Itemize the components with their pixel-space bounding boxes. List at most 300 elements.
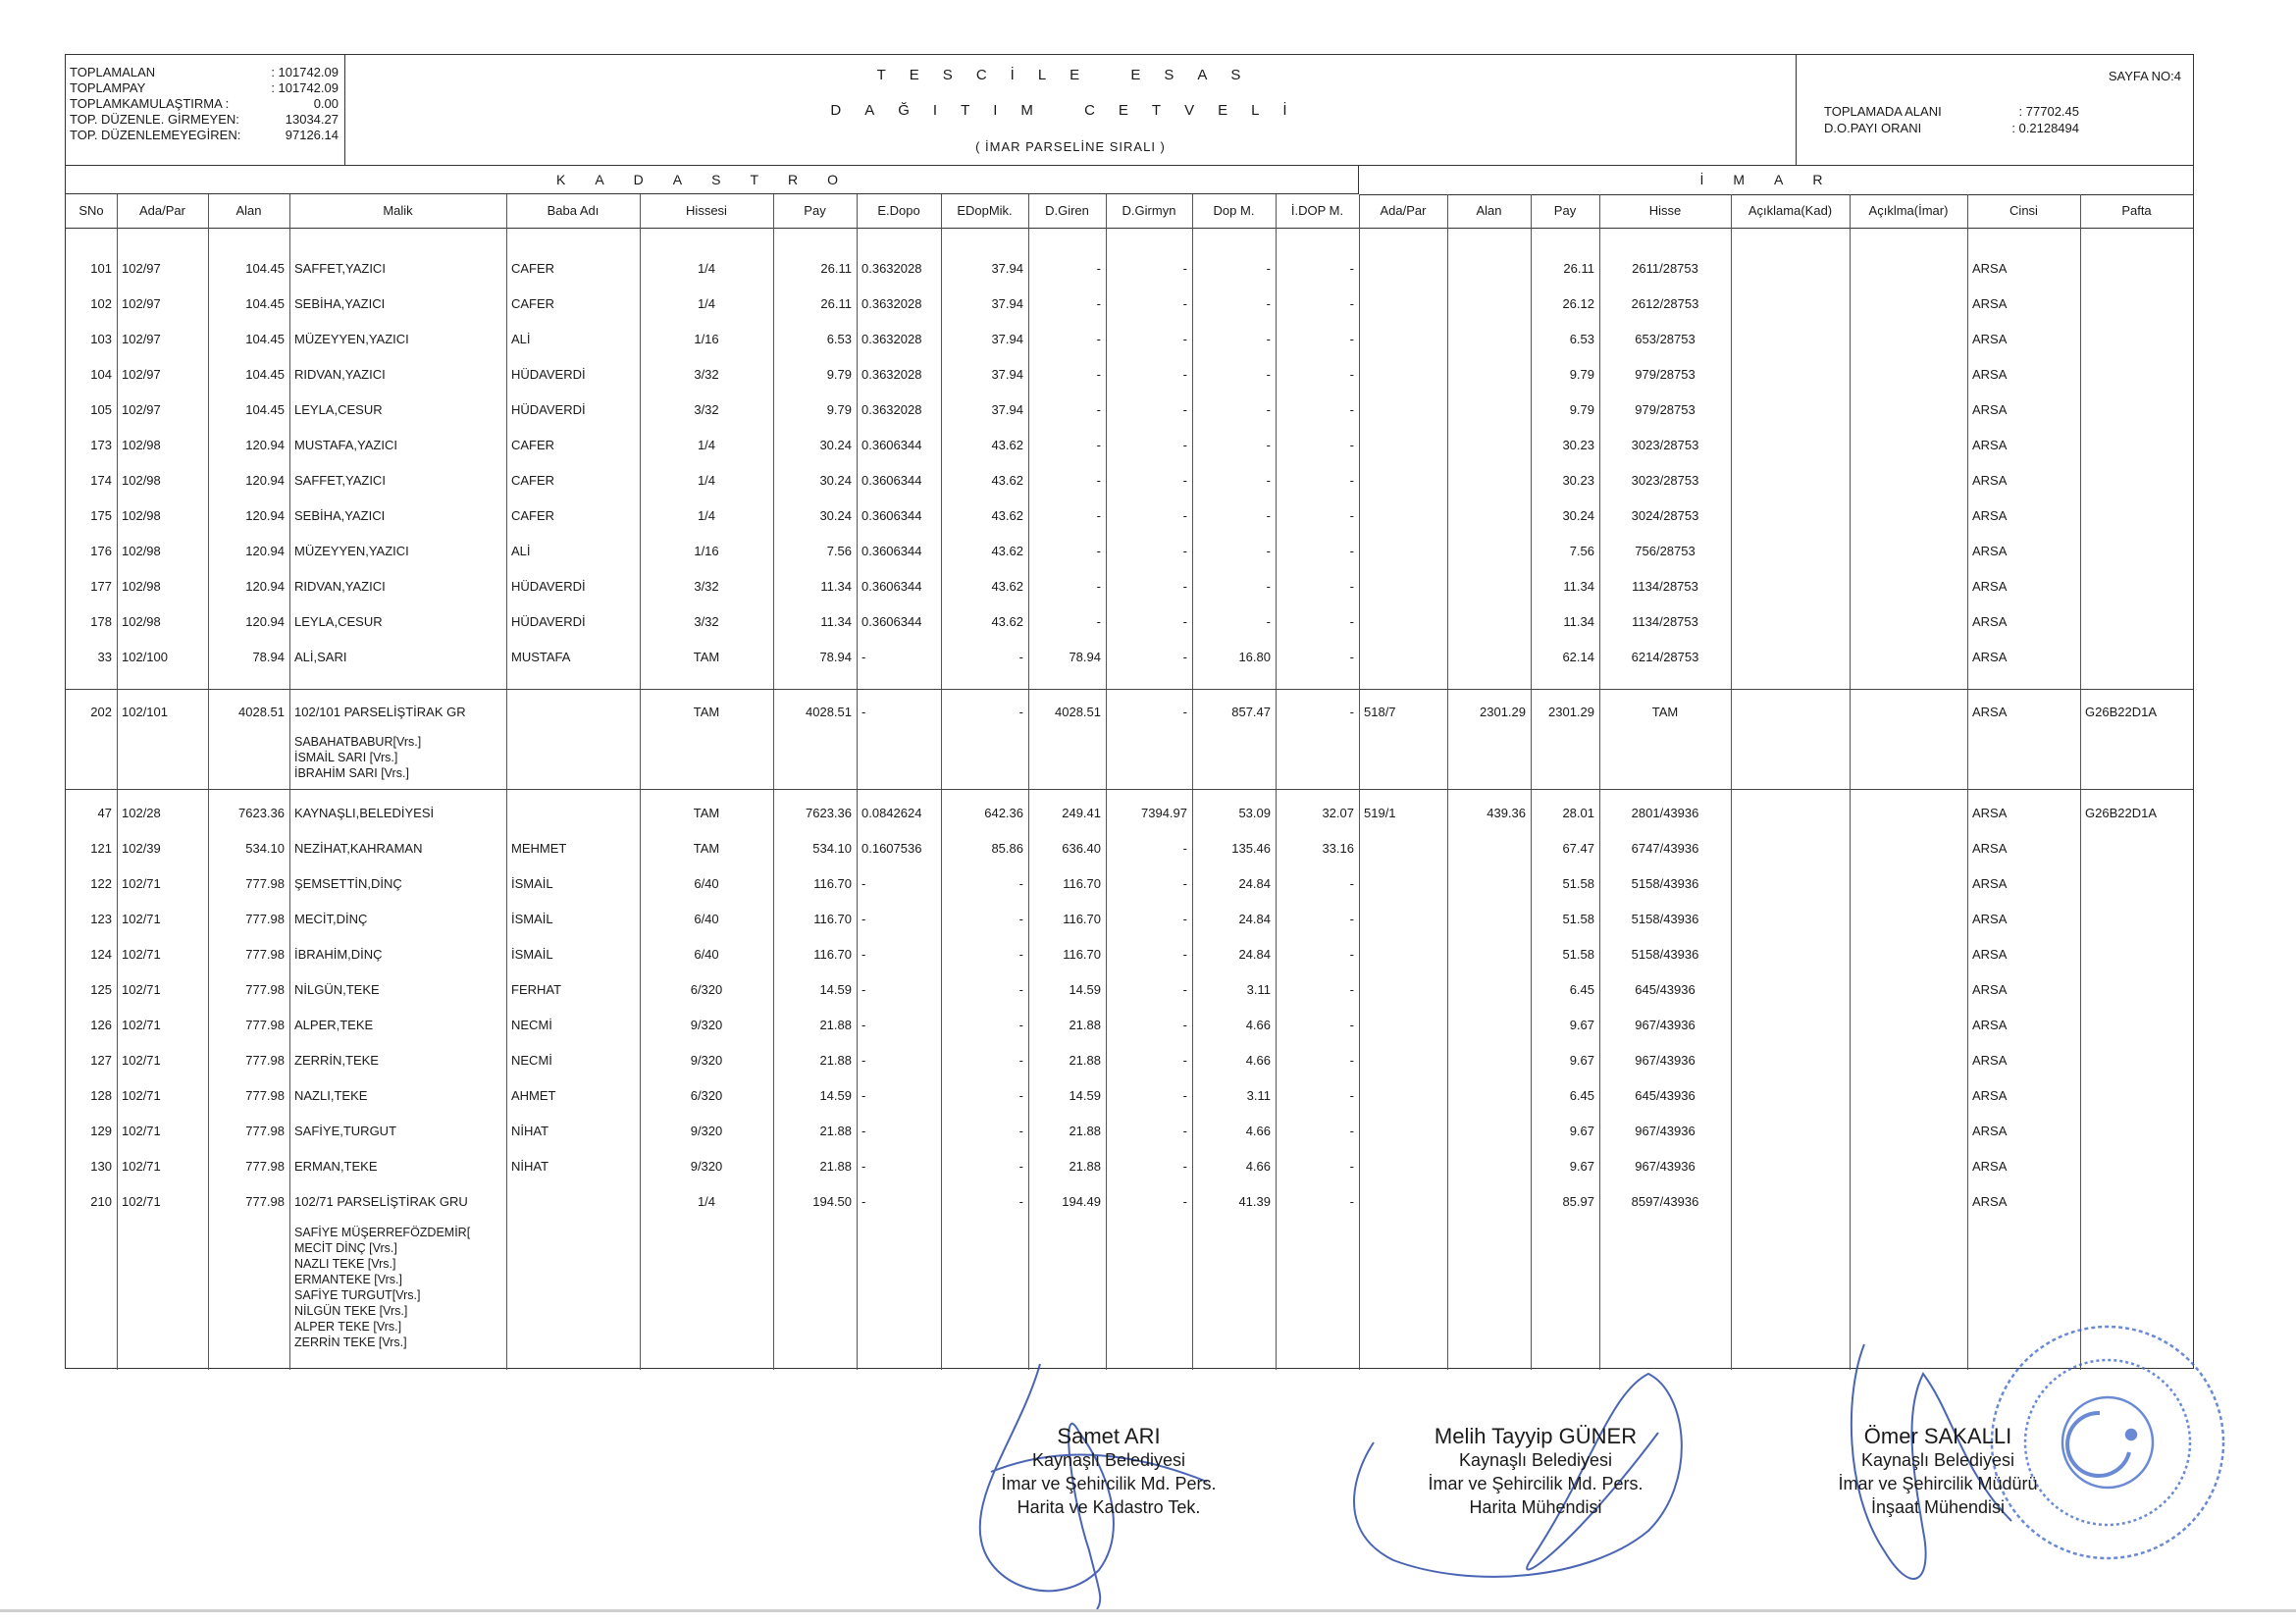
- cell-dop-m: 24.84: [1238, 947, 1271, 962]
- cell-d-giren: -: [1096, 614, 1101, 629]
- cell-sno: 177: [90, 579, 112, 594]
- cell-cinsi: ARSA: [1972, 402, 2008, 417]
- cell-cinsi: ARSA: [1972, 473, 2008, 488]
- cell-e-dopo: 0.3632028: [861, 332, 922, 346]
- cell-e-dopo: -: [861, 912, 866, 926]
- cell-d-girmyn: -: [1182, 1018, 1187, 1032]
- cell-hisse: 645/43936: [1635, 1088, 1696, 1103]
- cell-cinsi: ARSA: [1972, 1088, 2008, 1103]
- cell-ada-par: 102/71: [122, 912, 161, 926]
- cell-ada-par: 102/98: [122, 473, 161, 488]
- cell-pay: 9.79: [826, 367, 852, 382]
- cell-imar-pay: 85.97: [1562, 1194, 1594, 1209]
- table-row: [66, 1122, 2193, 1141]
- cell-d-giren: -: [1096, 579, 1101, 594]
- cell-baba-adi: HÜDAVERDİ: [511, 402, 586, 417]
- group-member: ERMANTEKE [Vrs.]: [294, 1273, 402, 1286]
- cell-imar-pay: 30.23: [1562, 473, 1594, 488]
- info-row: [1824, 121, 2079, 135]
- cell-pafta: G26B22D1A: [2085, 705, 2157, 719]
- cell-dop-m: -: [1266, 473, 1271, 488]
- cell-e-dopo: -: [861, 650, 866, 664]
- cell-malik: SEBİHA,YAZICI: [294, 296, 386, 311]
- cell-e-dopo: -: [861, 1018, 866, 1032]
- cell-hissesi: 1/4: [697, 1194, 716, 1209]
- cell-cinsi: ARSA: [1972, 332, 2008, 346]
- cell-hisse: 6747/43936: [1631, 841, 1699, 856]
- cell-cinsi: ARSA: [1972, 1053, 2008, 1068]
- group-member: İSMAİL SARI [Vrs.]: [294, 751, 398, 764]
- cell-malik: SAFFET,YAZICI: [294, 261, 386, 276]
- cell-malik: 102/101 PARSELİŞTİRAK GR: [294, 705, 466, 719]
- cell-malik: MÜZEYYEN,YAZICI: [294, 544, 409, 558]
- cell-baba-adi: CAFER: [511, 508, 555, 523]
- cell-e-dopo: 0.3606344: [861, 544, 922, 558]
- cell-cinsi: ARSA: [1972, 912, 2008, 926]
- cell-sno: 122: [90, 876, 112, 891]
- group-member: İBRAHİM SARI [Vrs.]: [294, 766, 409, 780]
- cell-cinsi: ARSA: [1972, 650, 2008, 664]
- cell-edopmik: 37.94: [991, 296, 1023, 311]
- cell-cinsi: ARSA: [1972, 876, 2008, 891]
- cell-hisse: 3023/28753: [1631, 473, 1699, 488]
- cell-hisse: TAM: [1651, 705, 1679, 719]
- cell-edopmik: 43.62: [991, 473, 1023, 488]
- cell-d-girmyn: -: [1182, 614, 1187, 629]
- cell-dop-m: -: [1266, 296, 1271, 311]
- cell-imar-pay: 7.56: [1569, 544, 1594, 558]
- cell-cinsi: ARSA: [1972, 367, 2008, 382]
- cell-malik: MECİT,DİNÇ: [294, 912, 368, 926]
- cell-baba-adi: MUSTAFA: [511, 650, 571, 664]
- cell-imar-pay: 67.47: [1562, 841, 1594, 856]
- cell-cinsi: ARSA: [1972, 1159, 2008, 1174]
- cell-i-dop-m: 33.16: [1322, 841, 1354, 856]
- cell-d-girmyn: 7394.97: [1141, 806, 1187, 820]
- cell-edopmik: 37.94: [991, 261, 1023, 276]
- signatory-line: İmar ve Şehircilik Müdürü: [1838, 1474, 2038, 1493]
- cell-hissesi: 1/4: [697, 261, 716, 276]
- cell-hisse: 6214/28753: [1631, 650, 1699, 664]
- cell-imar-pay: 30.24: [1562, 508, 1594, 523]
- cell-e-dopo: 0.3632028: [861, 367, 922, 382]
- table-row: [66, 945, 2193, 965]
- column-header-imar-alan: Alan: [1476, 203, 1502, 218]
- cell-d-girmyn: -: [1182, 579, 1187, 594]
- cell-ada-par: 102/71: [122, 1088, 161, 1103]
- cell-d-girmyn: -: [1182, 982, 1187, 997]
- cell-pay: 30.24: [819, 438, 852, 452]
- cell-dop-m: 4.66: [1245, 1124, 1271, 1138]
- table-row: [66, 804, 2193, 823]
- cell-alan: 777.98: [245, 1159, 285, 1174]
- signatory-line: Kaynaşlı Belediyesi: [1031, 1450, 1186, 1470]
- cell-i-dop-m: -: [1349, 544, 1354, 558]
- cell-e-dopo: 0.3632028: [861, 402, 922, 417]
- table-row: [66, 1192, 2193, 1212]
- cell-i-dop-m: -: [1349, 261, 1354, 276]
- cell-hissesi: 6/40: [694, 912, 719, 926]
- cell-malik: MUSTAFA,YAZICI: [294, 438, 397, 452]
- summary-row: [70, 65, 339, 80]
- cell-e-dopo: -: [861, 1194, 866, 1209]
- cell-alan: 4028.51: [238, 705, 285, 719]
- cell-d-girmyn: -: [1182, 876, 1187, 891]
- cell-ada-par: 102/98: [122, 438, 161, 452]
- cell-e-dopo: -: [861, 947, 866, 962]
- cell-dop-m: -: [1266, 579, 1271, 594]
- column-header-i-dop-m: İ.DOP M.: [1290, 203, 1344, 218]
- cell-d-giren: 14.59: [1069, 982, 1101, 997]
- group-divider: [66, 789, 2193, 790]
- cell-hissesi: TAM: [693, 650, 720, 664]
- cell-ada-par: 102/97: [122, 367, 161, 382]
- cell-edopmik: -: [1018, 1088, 1023, 1103]
- cell-e-dopo: 0.3606344: [861, 614, 922, 629]
- cell-hissesi: 6/40: [694, 876, 719, 891]
- cell-edopmik: 43.62: [991, 579, 1023, 594]
- column-header-aciklama-kad: Açıklama(Kad): [1748, 203, 1833, 218]
- cell-baba-adi: NECMİ: [511, 1018, 552, 1032]
- cell-hisse: 1134/28753: [1632, 614, 1698, 629]
- cell-pay: 14.59: [819, 982, 852, 997]
- cell-sno: 175: [90, 508, 112, 523]
- scan-edge: [0, 1609, 2296, 1612]
- cell-i-dop-m: -: [1349, 296, 1354, 311]
- cell-ada-par: 102/71: [122, 1194, 161, 1209]
- cell-baba-adi: İSMAİL: [511, 947, 553, 962]
- cell-i-dop-m: -: [1349, 614, 1354, 629]
- table-row: [66, 506, 2193, 526]
- cell-hisse: 5158/43936: [1631, 912, 1699, 926]
- cell-hisse: 979/28753: [1635, 402, 1696, 417]
- group-members-202: [294, 734, 421, 781]
- cell-alan: 104.45: [245, 332, 285, 346]
- cell-hissesi: TAM: [693, 841, 720, 856]
- cell-sno: 126: [90, 1018, 112, 1032]
- cell-edopmik: 37.94: [991, 367, 1023, 382]
- group-member: ZERRİN TEKE [Vrs.]: [294, 1335, 407, 1349]
- cell-dop-m: -: [1266, 367, 1271, 382]
- cell-sno: 127: [90, 1053, 112, 1068]
- cell-alan: 120.94: [245, 614, 285, 629]
- summary-row: [70, 128, 339, 143]
- cell-dop-m: -: [1266, 614, 1271, 629]
- cell-imar-alan: 439.36: [1487, 806, 1526, 820]
- table-row: [66, 1051, 2193, 1071]
- cell-d-girmyn: -: [1182, 296, 1187, 311]
- cell-edopmik: -: [1018, 650, 1023, 664]
- cell-baba-adi: CAFER: [511, 261, 555, 276]
- cell-hisse: 3023/28753: [1631, 438, 1699, 452]
- cell-baba-adi: NİHAT: [511, 1159, 549, 1174]
- cell-hissesi: 3/32: [694, 402, 719, 417]
- cell-hisse: 1134/28753: [1632, 579, 1698, 594]
- cell-i-dop-m: -: [1349, 367, 1354, 382]
- cell-i-dop-m: -: [1349, 1088, 1354, 1103]
- cell-ada-par: 102/71: [122, 876, 161, 891]
- cell-edopmik: -: [1018, 1159, 1023, 1174]
- cell-edopmik: 43.62: [991, 544, 1023, 558]
- column-header-imar-ada-par: Ada/Par: [1380, 203, 1427, 218]
- cell-ada-par: 102/97: [122, 402, 161, 417]
- cell-sno: 178: [90, 614, 112, 629]
- cell-edopmik: -: [1018, 947, 1023, 962]
- cell-dop-m: -: [1266, 438, 1271, 452]
- signatory-line: İmar ve Şehircilik Md. Pers.: [1428, 1474, 1644, 1493]
- cell-pay: 4028.51: [806, 705, 852, 719]
- cell-hissesi: 1/4: [697, 438, 716, 452]
- column-header-imar-pay: Pay: [1553, 203, 1577, 218]
- group-member: SAFİYE TURGUT[Vrs.]: [294, 1288, 421, 1302]
- cell-malik: NİLGÜN,TEKE: [294, 982, 380, 997]
- cell-pay: 78.94: [819, 650, 852, 664]
- cell-imar-alan: 2301.29: [1480, 705, 1526, 719]
- cell-baba-adi: HÜDAVERDİ: [511, 367, 586, 382]
- cell-alan: 777.98: [245, 982, 285, 997]
- cell-ada-par: 102/101: [122, 705, 168, 719]
- summary-value: 13034.27: [285, 112, 339, 127]
- cell-malik: 102/71 PARSELİŞTİRAK GRU: [294, 1194, 468, 1209]
- signatory-line: Kaynaşlı Belediyesi: [1860, 1450, 2015, 1470]
- cell-hissesi: 1/4: [697, 296, 716, 311]
- cell-dop-m: 24.84: [1238, 876, 1271, 891]
- column-header-e-dopo: E.Dopo: [877, 203, 920, 218]
- cell-hisse: 5158/43936: [1631, 947, 1699, 962]
- signature-block: [952, 1425, 1266, 1519]
- cell-pay: 26.11: [820, 261, 852, 276]
- cell-baba-adi: ALİ: [511, 332, 531, 346]
- cell-sno: 124: [90, 947, 112, 962]
- cell-alan: 777.98: [245, 1124, 285, 1138]
- table-row: [66, 703, 2193, 722]
- signatory-name: Melih Tayyip GÜNER: [1434, 1424, 1638, 1448]
- cell-imar-pay: 62.14: [1562, 650, 1594, 664]
- cell-i-dop-m: 32.07: [1322, 806, 1354, 820]
- cell-edopmik: 43.62: [991, 508, 1023, 523]
- cell-cinsi: ARSA: [1972, 614, 2008, 629]
- cell-sno: 173: [90, 438, 112, 452]
- table-row: [66, 330, 2193, 349]
- summary-row: [70, 96, 339, 112]
- cell-e-dopo: 0.3632028: [861, 261, 922, 276]
- table-row: [66, 436, 2193, 455]
- right-info-block: [1796, 55, 2193, 165]
- cell-ada-par: 102/71: [122, 1018, 161, 1032]
- cell-sno: 174: [90, 473, 112, 488]
- group-member: NAZLI TEKE [Vrs.]: [294, 1257, 396, 1271]
- cell-malik: LEYLA,CESUR: [294, 402, 383, 417]
- summary-value: 97126.14: [285, 128, 339, 142]
- column-header-pay: Pay: [804, 203, 826, 218]
- cell-e-dopo: -: [861, 1088, 866, 1103]
- group-member: SABAHATBABUR[Vrs.]: [294, 735, 422, 749]
- cell-baba-adi: HÜDAVERDİ: [511, 579, 586, 594]
- group-member: MECİT DİNÇ [Vrs.]: [294, 1241, 397, 1255]
- cell-sno: 104: [90, 367, 112, 382]
- cell-d-giren: -: [1096, 544, 1101, 558]
- cell-dop-m: 4.66: [1245, 1159, 1271, 1174]
- cell-ada-par: 102/97: [122, 296, 161, 311]
- cell-ada-par: 102/97: [122, 332, 161, 346]
- cell-pay: 534.10: [812, 841, 852, 856]
- cell-i-dop-m: -: [1349, 1053, 1354, 1068]
- column-header-hisse: Hisse: [1648, 203, 1682, 218]
- column-header-dop-m: Dop M.: [1213, 203, 1255, 218]
- cell-pay: 21.88: [819, 1053, 852, 1068]
- cell-d-girmyn: -: [1182, 367, 1187, 382]
- cell-d-giren: 21.88: [1069, 1159, 1101, 1174]
- cell-d-girmyn: -: [1182, 1159, 1187, 1174]
- cell-malik: SAFİYE,TURGUT: [294, 1124, 397, 1138]
- cell-hissesi: 1/16: [694, 544, 719, 558]
- cell-malik: ERMAN,TEKE: [294, 1159, 378, 1174]
- cell-cinsi: ARSA: [1972, 1018, 2008, 1032]
- cell-imar-pay: 9.67: [1569, 1159, 1594, 1174]
- cell-d-giren: 116.70: [1063, 912, 1101, 926]
- cell-malik: ALPER,TEKE: [294, 1018, 374, 1032]
- cell-malik: NEZİHAT,KAHRAMAN: [294, 841, 423, 856]
- table-row: [66, 577, 2193, 597]
- cell-pay: 11.34: [820, 614, 852, 629]
- cell-i-dop-m: -: [1349, 982, 1354, 997]
- cell-d-girmyn: -: [1182, 1194, 1187, 1209]
- cell-imar-pay: 6.45: [1569, 1088, 1594, 1103]
- column-header-ada-par: Ada/Par: [139, 203, 185, 218]
- cell-hisse: 2612/28753: [1631, 296, 1699, 311]
- cell-d-giren: 116.70: [1063, 947, 1101, 962]
- cell-e-dopo: -: [861, 876, 866, 891]
- column-header-row: [66, 194, 2193, 229]
- cell-dop-m: -: [1266, 332, 1271, 346]
- cell-d-giren: -: [1096, 367, 1101, 382]
- cell-ada-par: 102/100: [122, 650, 168, 664]
- cell-d-girmyn: -: [1182, 1053, 1187, 1068]
- cell-edopmik: 85.86: [991, 841, 1023, 856]
- cell-d-giren: -: [1096, 296, 1101, 311]
- cell-ada-par: 102/98: [122, 508, 161, 523]
- cell-malik: SAFFET,YAZICI: [294, 473, 386, 488]
- cell-d-girmyn: -: [1182, 473, 1187, 488]
- cell-d-giren: 14.59: [1069, 1088, 1101, 1103]
- cell-alan: 120.94: [245, 438, 285, 452]
- summary-block: [66, 55, 345, 165]
- cell-pay: 11.34: [820, 579, 852, 594]
- cell-baba-adi: MEHMET: [511, 841, 567, 856]
- cell-sno: 125: [90, 982, 112, 997]
- signatory-line: İmar ve Şehircilik Md. Pers.: [1001, 1474, 1217, 1493]
- cell-cinsi: ARSA: [1972, 841, 2008, 856]
- cell-e-dopo: 0.3606344: [861, 473, 922, 488]
- column-header-d-giren: D.Giren: [1045, 203, 1089, 218]
- cell-hisse: 756/28753: [1635, 544, 1696, 558]
- cell-malik: NAZLI,TEKE: [294, 1088, 368, 1103]
- cell-ada-par: 102/71: [122, 1159, 161, 1174]
- summary-row: [70, 80, 339, 96]
- cell-i-dop-m: -: [1349, 876, 1354, 891]
- cell-malik: ZERRİN,TEKE: [294, 1053, 379, 1068]
- cell-alan: 777.98: [245, 947, 285, 962]
- cell-dop-m: 24.84: [1238, 912, 1271, 926]
- group-divider: [66, 689, 2193, 690]
- cell-malik: ALİ,SARI: [294, 650, 347, 664]
- cell-d-giren: -: [1096, 438, 1101, 452]
- cell-i-dop-m: -: [1349, 947, 1354, 962]
- cell-edopmik: 43.62: [991, 438, 1023, 452]
- signatory-name: Ömer SAKALLI: [1863, 1424, 2012, 1448]
- table-row: [66, 839, 2193, 859]
- cell-hisse: 5158/43936: [1631, 876, 1699, 891]
- cell-ada-par: 102/71: [122, 947, 161, 962]
- cell-dop-m: -: [1266, 261, 1271, 276]
- cell-malik: RIDVAN,YAZICI: [294, 367, 386, 382]
- cell-cinsi: ARSA: [1972, 296, 2008, 311]
- cell-dop-m: 3.11: [1246, 1088, 1271, 1103]
- cell-d-girmyn: -: [1182, 912, 1187, 926]
- cell-d-giren: -: [1096, 332, 1101, 346]
- cell-ada-par: 102/98: [122, 544, 161, 558]
- cell-cinsi: ARSA: [1972, 544, 2008, 558]
- summary-label: TOP. DÜZENLEMEYEGİREN:: [70, 128, 241, 142]
- cell-sno: 105: [90, 402, 112, 417]
- group-member: SAFİYE MÜŞERREFÖZDEMİR[: [294, 1226, 471, 1239]
- cell-imar-pay: 26.12: [1562, 296, 1594, 311]
- signatory-line: İnşaat Mühendisi: [1870, 1497, 2006, 1517]
- cell-sno: 103: [90, 332, 112, 346]
- table-row: [66, 1157, 2193, 1177]
- cell-hisse: 2611/28753: [1632, 261, 1698, 276]
- cell-hissesi: 3/32: [694, 579, 719, 594]
- group-member: NİLGÜN TEKE [Vrs.]: [294, 1304, 408, 1318]
- cell-d-giren: -: [1096, 261, 1101, 276]
- cell-dop-m: 3.11: [1246, 982, 1271, 997]
- cell-dop-m: 16.80: [1238, 650, 1271, 664]
- cell-e-dopo: -: [861, 1124, 866, 1138]
- cell-hissesi: 6/320: [690, 1088, 723, 1103]
- cell-alan: 777.98: [245, 1053, 285, 1068]
- cell-imar-pay: 26.11: [1563, 261, 1594, 276]
- cell-hissesi: 9/320: [690, 1053, 723, 1068]
- cell-i-dop-m: -: [1349, 508, 1354, 523]
- cell-malik: ŞEMSETTİN,DİNÇ: [294, 876, 402, 891]
- cell-d-girmyn: -: [1182, 1124, 1187, 1138]
- table-row: [66, 612, 2193, 632]
- cell-ada-par: 102/71: [122, 1053, 161, 1068]
- cell-pay: 9.79: [826, 402, 852, 417]
- cell-d-giren: 78.94: [1069, 650, 1101, 664]
- table-row: [66, 1086, 2193, 1106]
- cell-d-giren: -: [1096, 402, 1101, 417]
- cell-baba-adi: NİHAT: [511, 1124, 549, 1138]
- title-line-2: DAĞITIM CETVELİ: [830, 102, 1311, 119]
- table-row: [66, 471, 2193, 491]
- column-header-malik: Malik: [383, 203, 413, 218]
- cell-hissesi: 6/320: [690, 982, 723, 997]
- cell-alan: 78.94: [252, 650, 285, 664]
- cell-e-dopo: -: [861, 1159, 866, 1174]
- cell-ada-par: 102/98: [122, 614, 161, 629]
- cell-edopmik: -: [1018, 1018, 1023, 1032]
- table-row: [66, 259, 2193, 279]
- cell-edopmik: -: [1018, 1124, 1023, 1138]
- cell-ada-par: 102/71: [122, 1124, 161, 1138]
- cell-edopmik: -: [1018, 912, 1023, 926]
- cell-d-girmyn: -: [1182, 508, 1187, 523]
- column-header-cinsi: Cinsi: [2009, 203, 2038, 218]
- cell-malik: SEBİHA,YAZICI: [294, 508, 386, 523]
- column-header-baba-adi: Baba Adı: [547, 203, 600, 218]
- cell-sno: 102: [90, 296, 112, 311]
